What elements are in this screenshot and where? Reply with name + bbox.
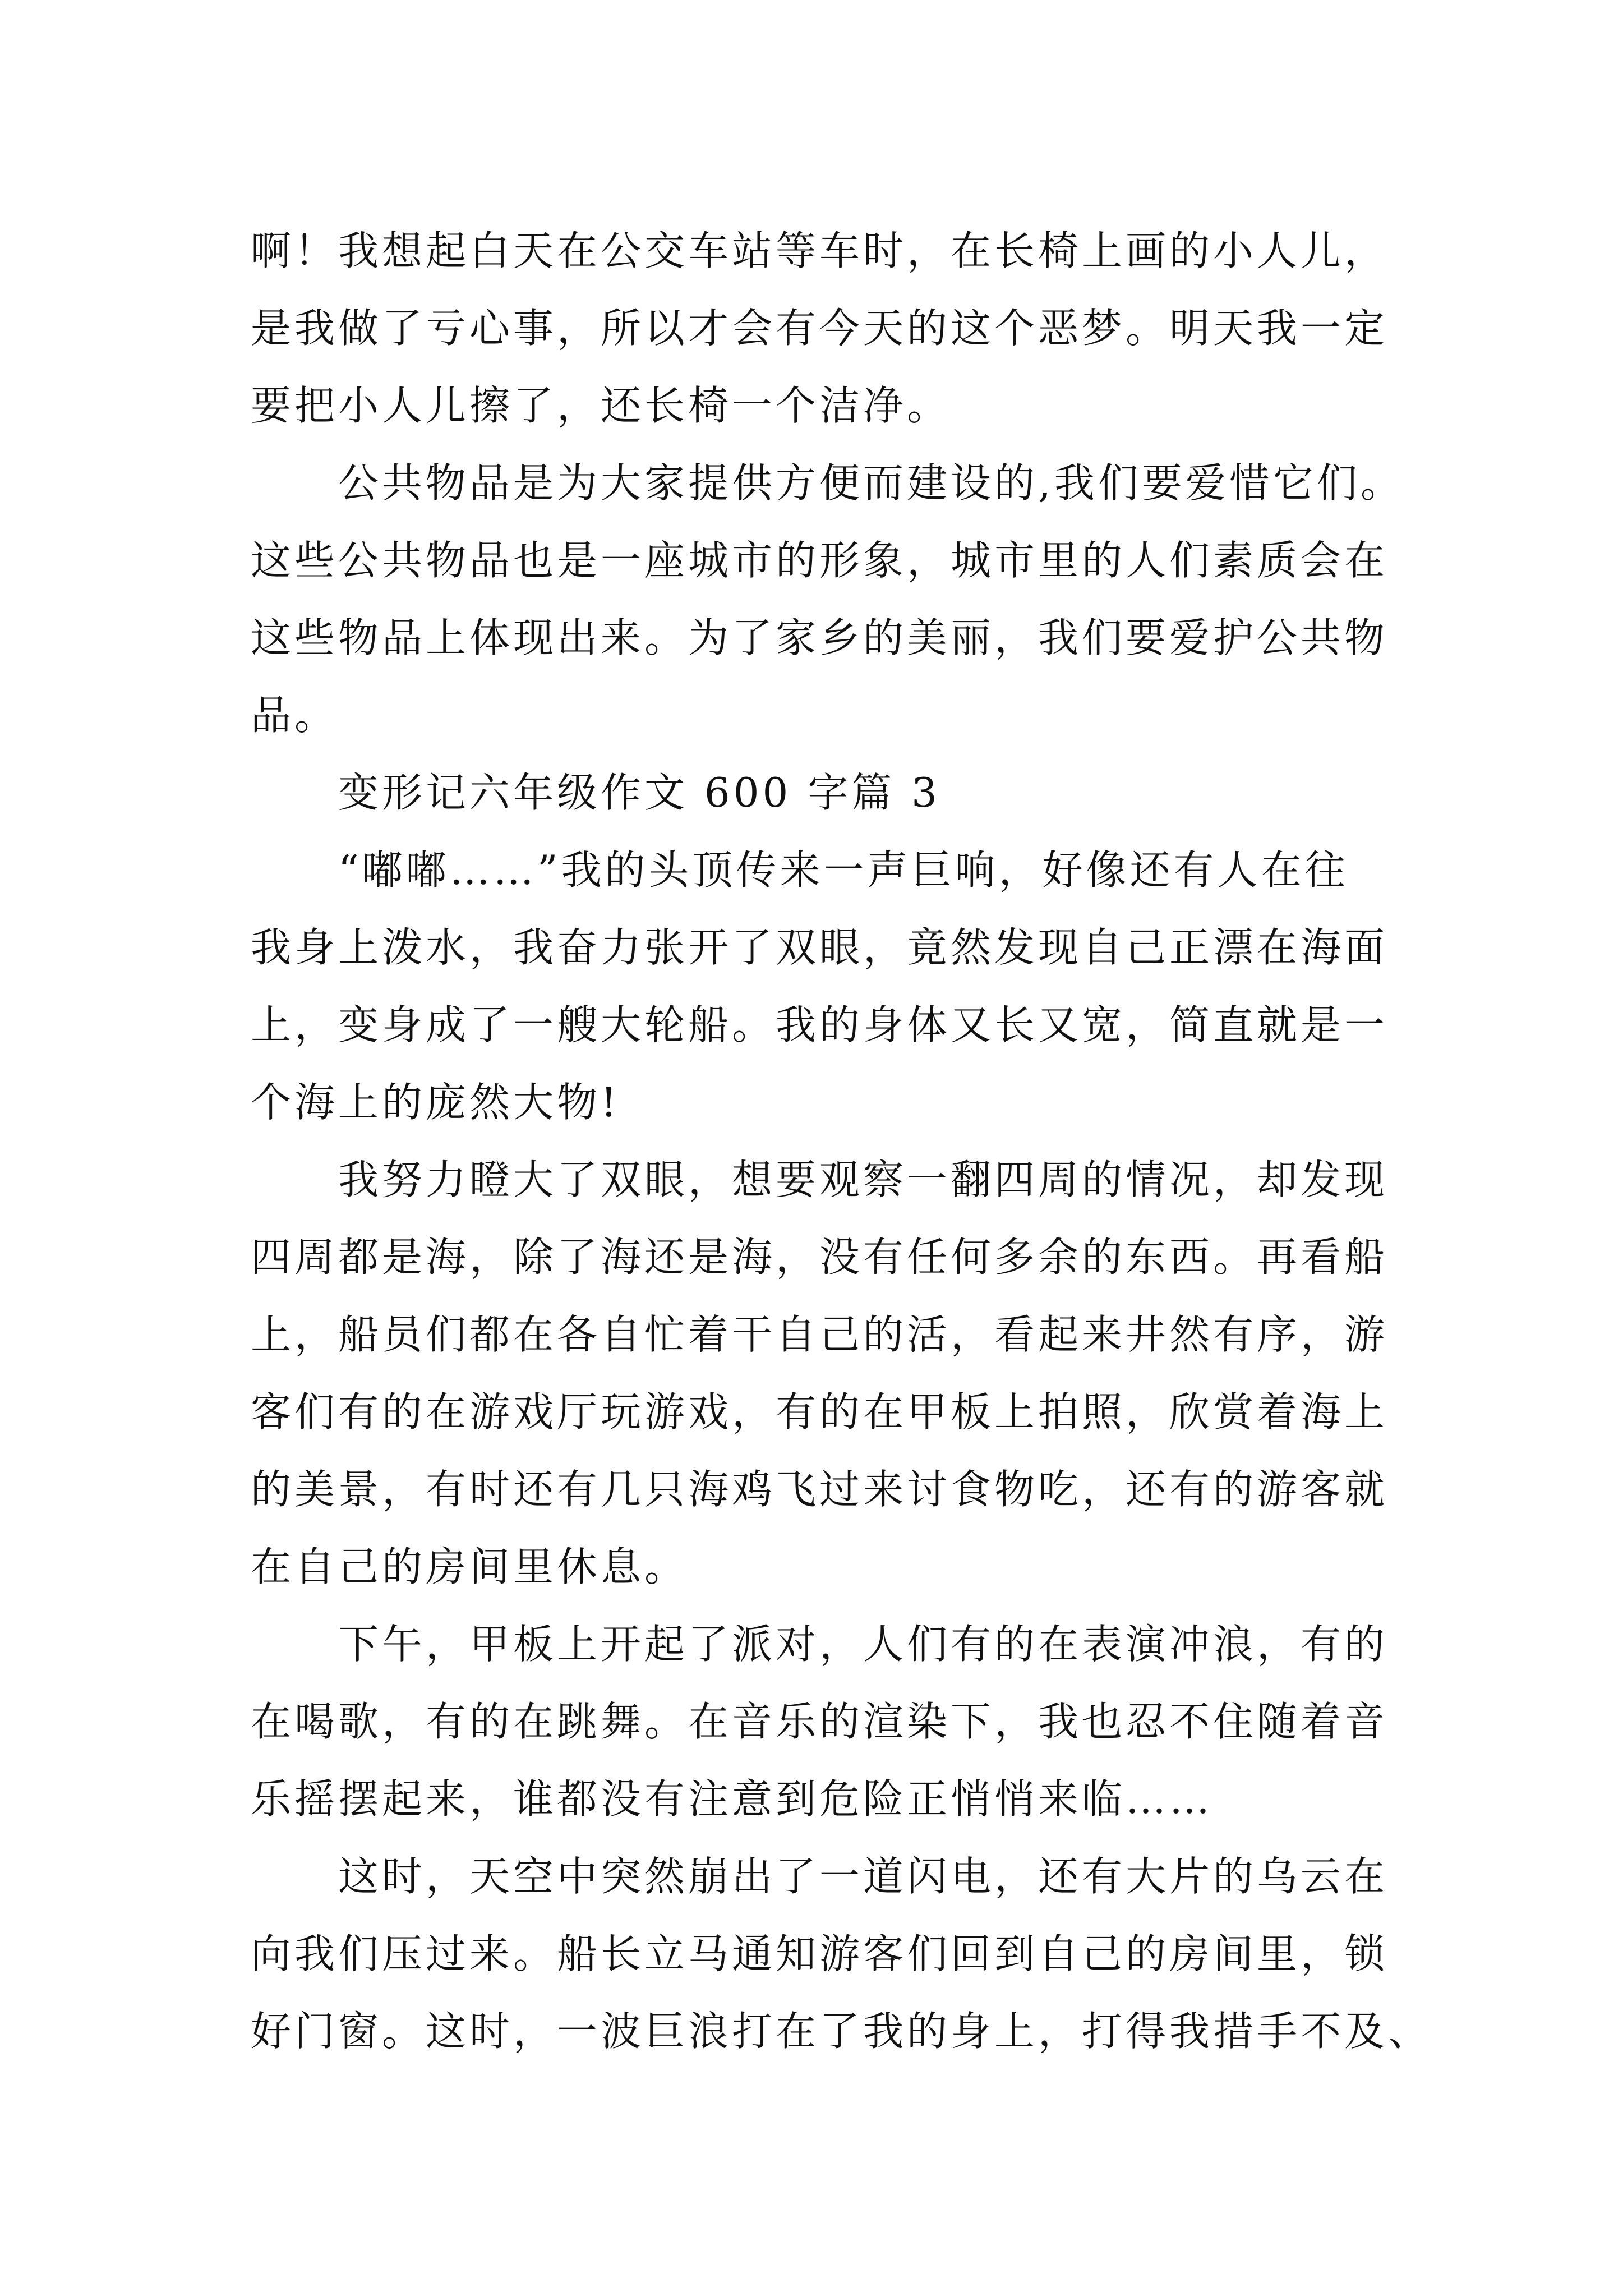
- text-line: 上，变身成了一艘大轮船。我的身体又长又宽，简直就是一: [251, 1001, 1389, 1048]
- paragraph: [251, 444, 1484, 754]
- text-line: 公共物品是为大家提供方便而建设的,我们要爱惜它们。: [338, 459, 1404, 507]
- text-line: 这些物品上体现出来。为了家乡的美丽，我们要爱护公共物: [251, 614, 1389, 661]
- paragraph: [251, 1605, 1484, 1838]
- text-line: 客们有的在游戏厅玩游戏，有的在甲板上拍照，欣赏着海上: [251, 1388, 1389, 1435]
- paragraph: [251, 212, 1484, 444]
- text-line: 乐摇摆起来，谁都没有注意到危险正悄悄来临……: [251, 1775, 1214, 1823]
- text-line: 品。: [251, 692, 339, 739]
- text-line: 是我做了亏心事，所以才会有今天的这个恶梦。明天我一定: [251, 305, 1389, 352]
- section-heading: [251, 754, 1484, 831]
- text-line: 下午，甲板上开起了派对，人们有的在表演冲浪，有的: [338, 1621, 1389, 1668]
- text-line: 这时，天空中突然崩出了一道闪电，还有大片的乌云在: [338, 1853, 1389, 1900]
- text-line: 要把小人儿擦了，还长椅一个洁净。: [251, 382, 951, 429]
- text-line: 我身上泼水，我奋力张开了双眼，竟然发现自己正漂在海面: [251, 924, 1389, 971]
- document-body: [251, 212, 1484, 2070]
- text-line: 这些公共物品也是一座城市的形象，城市里的人们素质会在: [251, 537, 1389, 584]
- text-line: 个海上的庞然大物!: [251, 1079, 620, 1126]
- paragraph: [251, 831, 1484, 1141]
- text-line: “嘟嘟……”我的头顶传来一声巨响，好像还有人在往: [338, 846, 1349, 894]
- text-line: 在喝歌，有的在跳舞。在音乐的渲染下，我也忍不住随着音: [251, 1698, 1389, 1745]
- text-line: 在自己的房间里休息。: [251, 1543, 689, 1590]
- text-line: 上，船员们都在各自忙着干自己的活，看起来井然有序，游: [251, 1311, 1389, 1358]
- text-line: 向我们压过来。船长立马通知游客们回到自己的房间里，锁: [251, 1930, 1389, 1977]
- paragraph: [251, 1141, 1484, 1605]
- text-line: 好门窗。这时，一波巨浪打在了我的身上，打得我措手不及、: [251, 2008, 1432, 2055]
- paragraph: [251, 1838, 1484, 2070]
- text-line: 啊！我想起白天在公交车站等车时，在长椅上画的小人儿，: [251, 227, 1389, 274]
- text-line: 四周都是海，除了海还是海，没有任何多余的东西。再看船: [251, 1234, 1389, 1281]
- text-line: 我努力瞪大了双眼，想要观察一翻四周的情况，却发现: [338, 1156, 1389, 1203]
- text-line: 的美景，有时还有几只海鸡飞过来讨食物吃，还有的游客就: [251, 1466, 1389, 1513]
- section-heading-text: 变形记六年级作文 600 字篇 3: [338, 769, 940, 816]
